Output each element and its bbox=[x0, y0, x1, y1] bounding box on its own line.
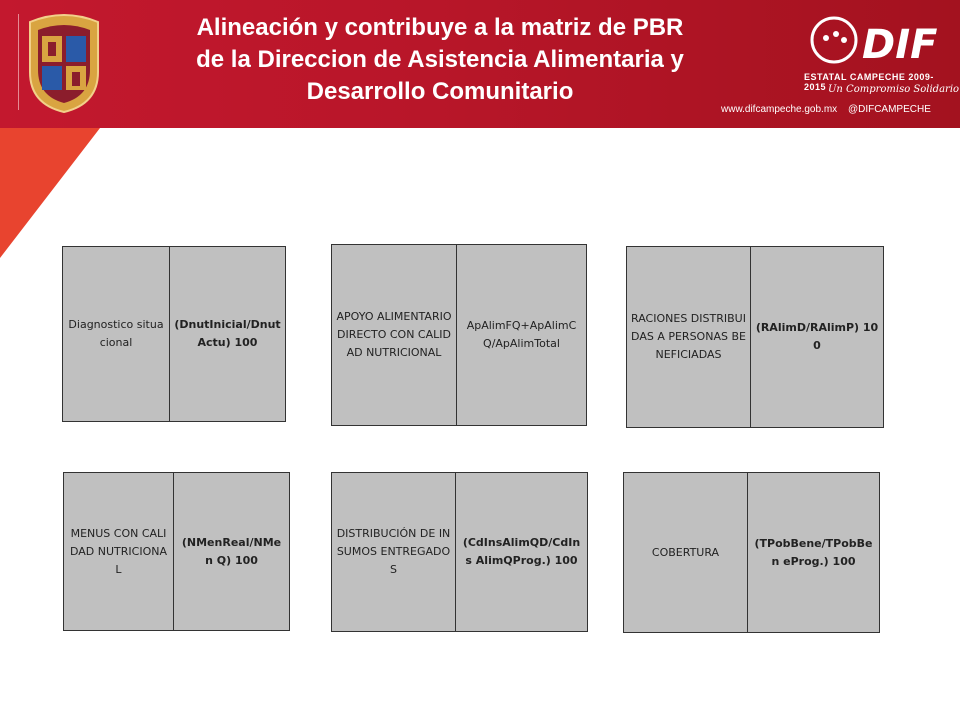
indicator-card bbox=[623, 472, 880, 633]
logo-subtitle: ESTATAL CAMPECHE 2009-2015 bbox=[804, 72, 934, 92]
indicator-formula: (TPobBene/TPobBen eProg.) 100 bbox=[754, 536, 873, 568]
social-handle-link[interactable]: @DIFCAMPECHE bbox=[847, 104, 931, 115]
logo-slogan: Un Compromiso Solidario bbox=[828, 84, 960, 95]
indicator-name: COBERTURA bbox=[624, 473, 748, 632]
indicator-formula: (RAlimD/RAlimP) 100 bbox=[755, 321, 879, 352]
contact-links bbox=[721, 104, 931, 115]
indicator-formula: ApAlimFQ+ApAlimC Q/ApAlimTotal bbox=[466, 319, 577, 350]
title-line: de la Direccion de Asistencia Alimentaria y bbox=[196, 46, 684, 73]
indicator-card bbox=[626, 246, 884, 428]
indicator-name: RACIONES DISTRIBUIDAS A PERSONAS BENEFICIADAS bbox=[627, 247, 751, 427]
title-line: Desarrollo Comunitario bbox=[306, 78, 574, 105]
indicator-name: Diagnostico situacional bbox=[63, 247, 170, 421]
website-link[interactable]: www.difcampeche.gob.mx bbox=[721, 104, 838, 115]
title-line: Alineación y contribuye a la matriz de PBR bbox=[196, 14, 684, 41]
indicator-name: APOYO ALIMENTARIO DIRECTO CON CALIDAD NUTRICIONAL bbox=[332, 245, 457, 425]
campeche-coat-of-arms-icon bbox=[22, 12, 106, 114]
indicator-card bbox=[62, 246, 286, 422]
indicator-name: MENUS CON CALIDAD NUTRICIONAL bbox=[64, 473, 174, 630]
indicator-card bbox=[63, 472, 290, 631]
logo-text: DIF bbox=[862, 22, 938, 68]
indicator-formula: (NMenReal/NMen Q) 100 bbox=[181, 535, 282, 567]
indicator-card bbox=[331, 472, 588, 632]
indicator-formula: (DnutInicial/Dnut Actu) 100 bbox=[174, 318, 281, 349]
divider bbox=[18, 14, 19, 110]
indicator-name: DISTRIBUCIÓN DE INSUMOS ENTREGADOS bbox=[332, 473, 456, 631]
indicator-formula: (CdInsAlimQD/CdIns AlimQProg.) 100 bbox=[462, 536, 581, 567]
indicator-card bbox=[331, 244, 587, 426]
page-title bbox=[150, 12, 730, 108]
